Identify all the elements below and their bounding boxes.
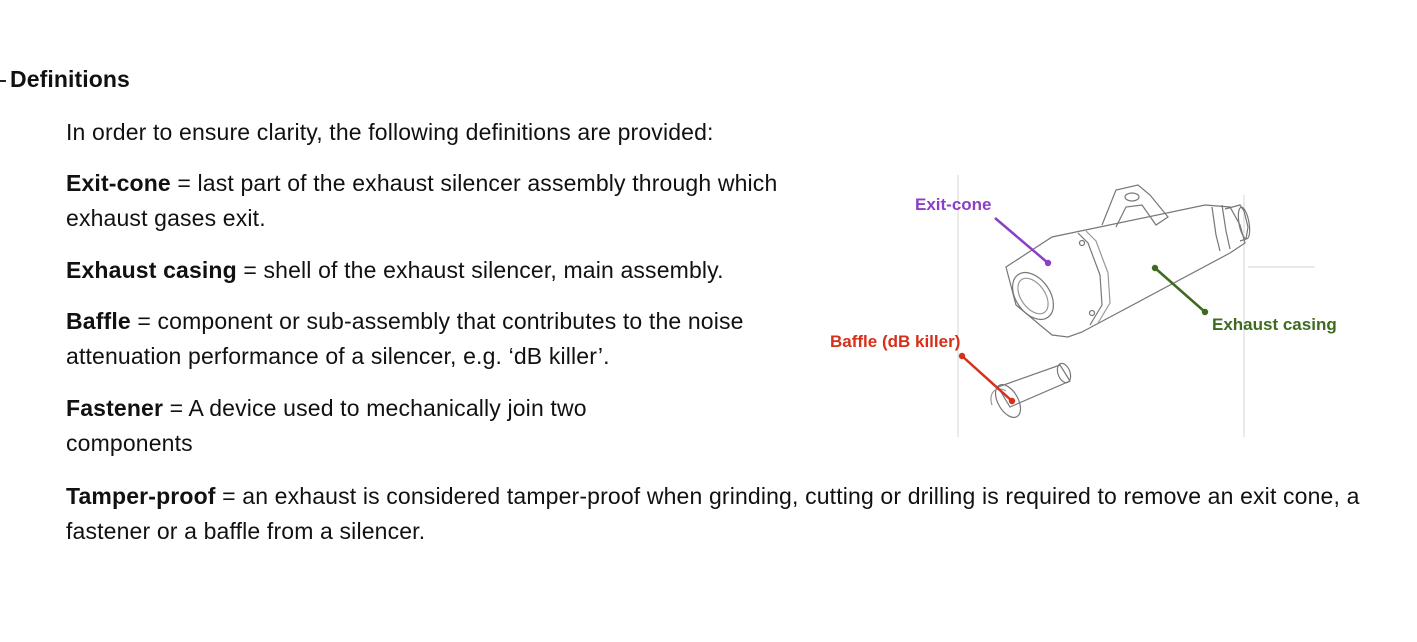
baffle-callout: Baffle (dB killer) [830,332,961,351]
definition-exit-cone [66,166,826,236]
baffle-leader [962,356,1012,401]
definition-text: = an exhaust is considered tamper-proof when grinding, cutting or drilling is required to remove an exit cone, a fastener or a baffle from a silencer. [66,483,1360,544]
definition-tamper-proof [66,479,1386,549]
definition-exhaust-casing [66,253,724,288]
definition-term: Fastener [66,395,164,421]
baffle-shape [998,365,1070,407]
definition-fastener [66,391,686,461]
exhaust-casing-shape [1006,205,1245,337]
exhaust-casing-leader-dot [1152,265,1158,271]
silencer-drawing [820,165,1380,450]
definition-term: Baffle [66,308,131,334]
mounting-bracket [1102,185,1168,227]
section-heading: Definitions [10,66,130,92]
exit-cone-leader-dot [1045,260,1051,266]
definition-text: = shell of the exhaust silencer, main assembly. [236,257,724,283]
intro-paragraph: In order to ensure clarity, the following definitions are provided: [66,119,714,145]
heading-marker [0,80,6,82]
definition-text: = A device used to mechanically join two components [66,395,587,456]
definition-baffle [66,304,806,374]
exit-cone-callout: Exit-cone [915,195,992,214]
definition-term: Tamper-proof [66,483,216,509]
exhaust-casing-leader [1155,268,1205,312]
exit-cone-opening [1004,265,1062,327]
baffle-leader-dot [959,353,965,359]
exhaust-casing-callout: Exhaust casing [1212,315,1337,334]
definition-term: Exhaust casing [66,257,237,283]
definition-term: Exit-cone [66,170,171,196]
definition-text: = last part of the exhaust silencer assembly through which exhaust gases exit. [66,170,778,231]
definition-text: = component or sub-assembly that contributes to the noise attenuation performance of a silencer, e.g. ‘dB killer’. [66,308,744,369]
silencer-diagram [820,165,1380,450]
